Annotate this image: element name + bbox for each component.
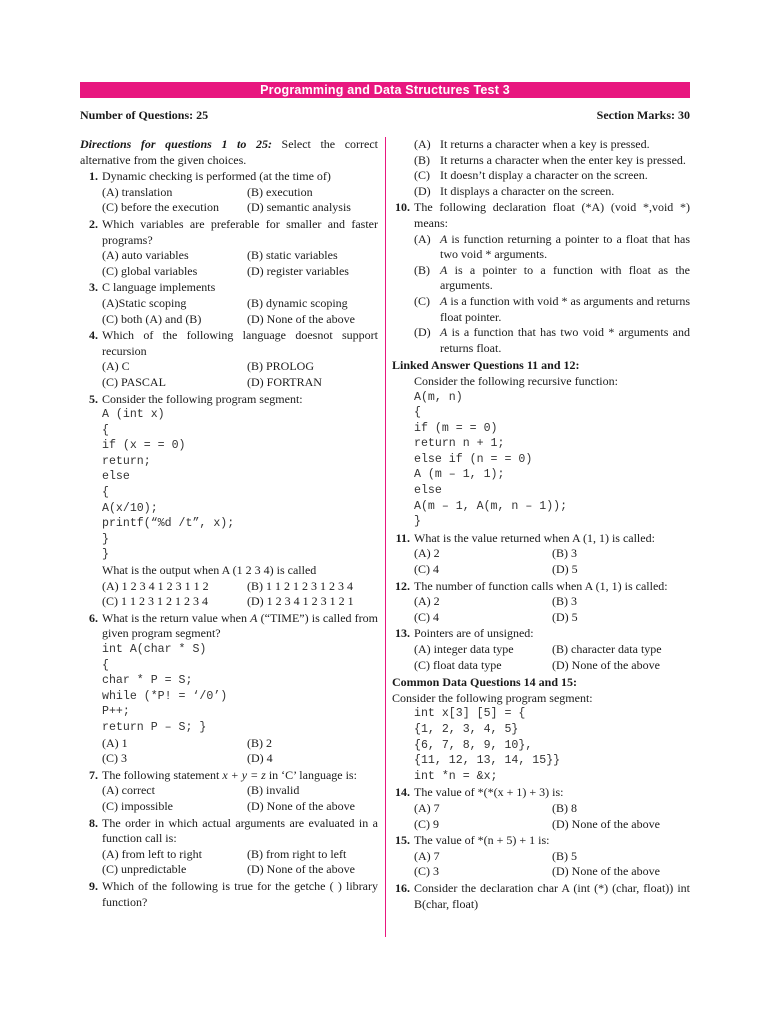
option-a: (A) correct <box>102 783 155 798</box>
directions-text: Select the correct alternative from the given choices. <box>80 137 378 167</box>
option-text: is a function that has two void * arguments and returns float. <box>440 325 690 355</box>
question-number: 1. <box>89 169 98 184</box>
question-number: 6. <box>89 610 98 625</box>
test-title-banner: Programming and Data Structures Test 3 <box>80 82 690 98</box>
option-a: (A) 2 <box>414 594 440 609</box>
options <box>414 849 690 880</box>
option-label: (D) <box>414 183 431 198</box>
option-b: (B) 5 <box>552 848 577 863</box>
option-a: (A) 2 <box>414 546 440 561</box>
option-b: (B) 1 1 2 1 2 3 1 2 3 4 <box>247 578 353 593</box>
options <box>102 359 378 390</box>
question-stem <box>102 611 378 642</box>
question-stem: The value of *(*(x + 1) + 3) is: <box>414 785 564 800</box>
option-c: (C) PASCAL <box>102 374 166 389</box>
option-b: (B) invalid <box>247 783 300 798</box>
option-label: (A) <box>414 137 431 151</box>
option-a: (A) 7 <box>414 848 440 863</box>
code-snippet: int x[3] [5] = { {1, 2, 3, 4, 5} {6, 7, 8, 9, 10}, {11, 12, 13, 14, 15}} int *n = &x; <box>414 707 561 783</box>
question-number: 16. <box>395 880 410 895</box>
option-label: (D) <box>414 325 431 340</box>
directions <box>80 137 378 168</box>
option-a: (A) integer data type <box>414 642 514 656</box>
option-text: is function returning a pointer to a float that has two void * arguments. <box>440 231 690 262</box>
option-c: (C) 9 <box>414 816 439 831</box>
option-c: (C) 1 1 2 3 1 2 1 2 3 4 <box>102 594 208 609</box>
question-10 <box>392 200 690 356</box>
code-snippet: A(m, n) { if (m = = 0) return n + 1; else if (n = = 0) A (m – 1, 1); else A(m – 1, A(m, n – 1)); } <box>414 390 568 529</box>
option-c: (C) 4 <box>414 562 439 577</box>
question-number: 10. <box>395 200 410 215</box>
option-d: (D) semantic analysis <box>247 200 351 215</box>
options <box>102 579 378 610</box>
options <box>414 594 690 625</box>
options <box>414 546 690 577</box>
question-number: 13. <box>395 626 410 641</box>
option-b: (B) character data type <box>552 642 662 656</box>
question-6 <box>80 611 378 767</box>
option-text: is a function with void * as arguments and returns float pointer. <box>440 293 690 324</box>
option-b: (B) from right to left <box>247 846 347 861</box>
option-b: (B) 3 <box>552 594 577 609</box>
common-data-intro: Consider the following program segment: <box>392 690 593 705</box>
option-a: (A) 1 2 3 4 1 2 3 1 1 2 <box>102 578 209 593</box>
option-a: (A) 7 <box>414 800 440 815</box>
option-italic: A <box>440 231 448 246</box>
question-13 <box>392 626 690 673</box>
options <box>414 642 690 673</box>
option-d: (D) None of the above <box>552 816 660 831</box>
question-15 <box>392 833 690 880</box>
question-number: 15. <box>395 833 410 848</box>
option-label: (B) <box>414 262 430 277</box>
common-data-heading: Common Data Questions 14 and 15: <box>392 675 578 690</box>
option-d: (D) None of the above <box>247 862 355 877</box>
option-b: (B) static variables <box>247 248 338 263</box>
question-stem: Which of the following is true for the getche ( ) library function? <box>102 878 378 909</box>
option-c: (C) 3 <box>414 864 439 879</box>
option-b: (B) 8 <box>552 800 577 815</box>
options <box>102 736 378 767</box>
question-number: 14. <box>395 785 410 800</box>
question-stem: What is the value returned when A (1, 1) is called: <box>414 530 655 545</box>
option-c: (C) before the execution <box>102 200 219 215</box>
question-14 <box>392 785 690 832</box>
question-5 <box>80 392 378 610</box>
question-stem: Pointers are of unsigned: <box>414 626 534 641</box>
question-7 <box>80 768 378 815</box>
left-column <box>80 137 378 910</box>
linked-questions-body <box>392 374 690 530</box>
question-stem <box>102 768 378 784</box>
option-italic: A <box>440 325 448 340</box>
option-a: (A)Static scoping <box>102 295 187 310</box>
question-stem: Consider the declaration char A (int (*) (char, float)) int B(char, float) <box>414 880 690 911</box>
option-c <box>414 294 690 325</box>
option-c: (C) float data type <box>414 657 502 672</box>
question-follow-up: What is the output when A (1 2 3 4) is called <box>102 563 317 578</box>
option-text: It returns a character when the enter key is pressed. <box>440 152 686 167</box>
question-number: 9. <box>89 878 98 893</box>
question-9 <box>80 879 378 910</box>
option-b: (B) execution <box>247 184 313 199</box>
code-snippet: int A(char * S) { char * P = S; while (*P! = ‘/0’) P++; return P – S; } <box>102 643 228 734</box>
option-d: (D) None of the above <box>247 798 355 813</box>
option-label: (B) <box>414 152 430 167</box>
option-c <box>414 168 690 184</box>
options <box>102 847 378 878</box>
option-d: (D) 5 <box>552 609 578 624</box>
linked-intro: Consider the following recursive function: <box>414 373 618 388</box>
section-marks: Section Marks: 30 <box>596 108 690 122</box>
options <box>102 185 378 216</box>
question-number: 3. <box>89 280 98 295</box>
option-c: (C) 4 <box>414 609 439 624</box>
question-number: 12. <box>395 578 410 593</box>
option-text: is a pointer to a function with float as the arguments. <box>440 262 690 293</box>
question-number: 2. <box>89 216 98 231</box>
linked-questions-heading: Linked Answer Questions 11 and 12: <box>392 358 580 373</box>
option-c: (C) both (A) and (B) <box>102 311 202 326</box>
stem-italic: A <box>250 610 258 625</box>
question-stem: Dynamic checking is performed (at the time of) <box>102 169 331 184</box>
option-a <box>414 137 690 153</box>
option-label: (C) <box>414 168 430 183</box>
option-a: (A) 1 <box>102 735 128 750</box>
question-2 <box>80 217 378 279</box>
option-italic: A <box>440 262 448 277</box>
option-a: (A) C <box>102 359 130 374</box>
options <box>414 801 690 832</box>
option-label: (C) <box>414 293 430 308</box>
question-12 <box>392 579 690 626</box>
question-stem: The order in which actual arguments are evaluated in a function call is: <box>102 815 378 846</box>
question-stem: The following declaration float (*A) (void *,void *) means: <box>414 200 690 230</box>
options <box>102 248 378 279</box>
stem-part: What is the return value when <box>102 610 251 625</box>
option-d: (D) 1 2 3 4 1 2 3 1 2 1 <box>247 594 354 609</box>
option-a <box>414 232 690 263</box>
question-3 <box>80 280 378 327</box>
stem-italic: x + y = z <box>222 767 266 782</box>
option-a: (A) from left to right <box>102 846 202 861</box>
option-text: It doesn’t display a character on the screen. <box>440 168 648 183</box>
option-d: (D) 5 <box>552 562 578 577</box>
option-d: (D) FORTRAN <box>247 374 322 389</box>
number-of-questions: Number of Questions: 25 <box>80 108 209 122</box>
option-d: (D) None of the above <box>552 657 660 672</box>
question-stem: Which variables are preferable for smaller and faster programs? <box>102 216 378 247</box>
question-number: 5. <box>89 391 98 406</box>
option-d: (D) None of the above <box>552 864 660 879</box>
column-divider <box>385 137 386 937</box>
option-b: (B) dynamic scoping <box>247 295 348 310</box>
option-c: (C) impossible <box>102 798 173 813</box>
option-d: (D) register variables <box>247 263 349 278</box>
option-b: (B) 2 <box>247 735 272 750</box>
question-number: 4. <box>89 328 98 343</box>
option-text: It returns a character when a key is pressed. <box>440 137 650 151</box>
option-a: (A) auto variables <box>102 248 189 263</box>
question-number: 11. <box>395 530 410 545</box>
question-11 <box>392 531 690 578</box>
question-number: 7. <box>89 767 98 782</box>
option-d <box>414 184 690 200</box>
question-8 <box>80 816 378 878</box>
question-number: 8. <box>89 815 98 830</box>
option-d <box>414 325 690 356</box>
question-stem: The number of function calls when A (1, 1) is called: <box>414 578 668 593</box>
option-d: (D) 4 <box>247 751 273 766</box>
directions-lead: Directions for questions 1 to 25: <box>80 137 272 151</box>
option-b <box>414 153 690 169</box>
option-label: (A) <box>414 231 431 246</box>
option-a: (A) translation <box>102 184 173 199</box>
option-d: (D) None of the above <box>247 311 355 326</box>
code-snippet: A (int x) { if (x = = 0) return; else { A(x/10); printf(“%d /t”, x); } } <box>102 408 235 562</box>
question-1 <box>80 169 378 216</box>
option-c: (C) 3 <box>102 751 127 766</box>
question-stem: The value of *(n + 5) + 1 is: <box>414 833 550 848</box>
option-c: (C) unpredictable <box>102 862 187 877</box>
question-stem: C language implements <box>102 280 216 295</box>
question-stem: Which of the following language doesnot support recursion <box>102 328 378 358</box>
question-16 <box>392 881 690 912</box>
option-b <box>414 263 690 294</box>
options <box>102 296 378 327</box>
stem-part: The following statement <box>102 767 223 782</box>
stem-part: (“TIME”) is called from given program segment? <box>102 610 379 641</box>
option-c: (C) global variables <box>102 263 198 278</box>
option-italic: A <box>440 293 448 308</box>
options <box>102 783 378 814</box>
option-text: It displays a character on the screen. <box>440 183 615 198</box>
option-b: (B) PROLOG <box>247 359 315 374</box>
question-9-options <box>392 137 690 199</box>
option-b: (B) 3 <box>552 546 577 561</box>
question-4 <box>80 328 378 390</box>
right-column <box>392 137 690 912</box>
question-stem: Consider the following program segment: <box>102 391 303 406</box>
stem-part: in ‘C’ language is: <box>265 767 357 782</box>
